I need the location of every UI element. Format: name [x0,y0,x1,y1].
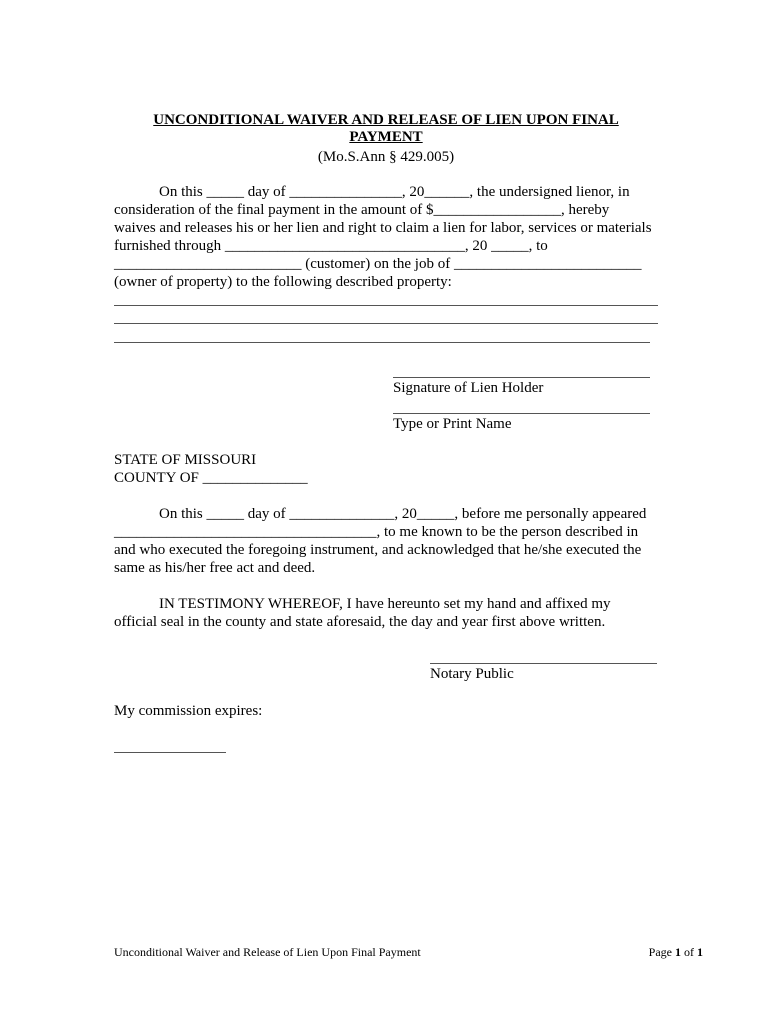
acknowledgment-line-4: same as his/her free act and deed. [114,560,316,576]
page-current: 1 [675,945,681,959]
notary-signature-line [430,663,657,664]
acknowledgment-line-1: On this _____ day of ______________, 20_____, before me personally appeared [159,506,647,522]
waiver-line-5: _________________________ (customer) on the job of _________________________ [114,256,642,272]
waiver-line-6: (owner of property) to the following described property: [114,274,452,290]
document-title [114,112,658,146]
property-description-line-3 [114,342,650,343]
property-description-line-1 [114,305,658,306]
page-prefix: Page [648,945,672,959]
print-name-label: Type or Print Name [393,416,512,432]
venue-block [114,451,659,487]
page-of: of [684,945,694,959]
footer-document-name: Unconditional Waiver and Release of Lien Upon Final Payment [114,945,421,959]
commission-label: My commission expires: [114,703,263,719]
waiver-line-2: consideration of the final payment in the amount of $_________________, hereby [114,202,610,218]
state-line: STATE OF MISSOURI [114,452,257,468]
testimony-line-2: official seal in the county and state aforesaid, the day and year first above written. [114,614,606,630]
acknowledgment-line-3: and who executed the foregoing instrument, and acknowledged that he/she executed the [114,542,642,558]
page-total: 1 [697,945,703,959]
testimony-line-1: IN TESTIMONY WHEREOF, I have hereunto set my hand and affixed my [159,596,611,612]
signature-label: Signature of Lien Holder [393,380,544,396]
property-description-line-2 [114,323,658,324]
waiver-line-1: On this _____ day of _______________, 20______, the undersigned lienor, in [159,184,630,200]
signature-line [393,377,650,378]
acknowledgment-line-2: ___________________________________, to me known to be the person described in [114,524,639,540]
county-line: COUNTY OF ______________ [114,470,308,486]
footer-page-number [600,945,703,960]
commission-date-line [114,752,226,753]
waiver-paragraph [114,183,659,291]
testimony-paragraph [114,595,659,631]
title-line-2: PAYMENT [349,129,423,145]
title-line-1: UNCONDITIONAL WAIVER AND RELEASE OF LIEN UPON FINAL [153,112,619,128]
waiver-line-3: waives and releases his or her lien and right to claim a lien for labor, services or materials [114,220,652,236]
waiver-line-4: furnished through ________________________________, 20 _____, to [114,238,548,254]
acknowledgment-paragraph [114,505,659,577]
print-name-line [393,413,650,414]
notary-label: Notary Public [430,666,514,682]
statute-citation: (Mo.S.Ann § 429.005) [317,149,455,165]
